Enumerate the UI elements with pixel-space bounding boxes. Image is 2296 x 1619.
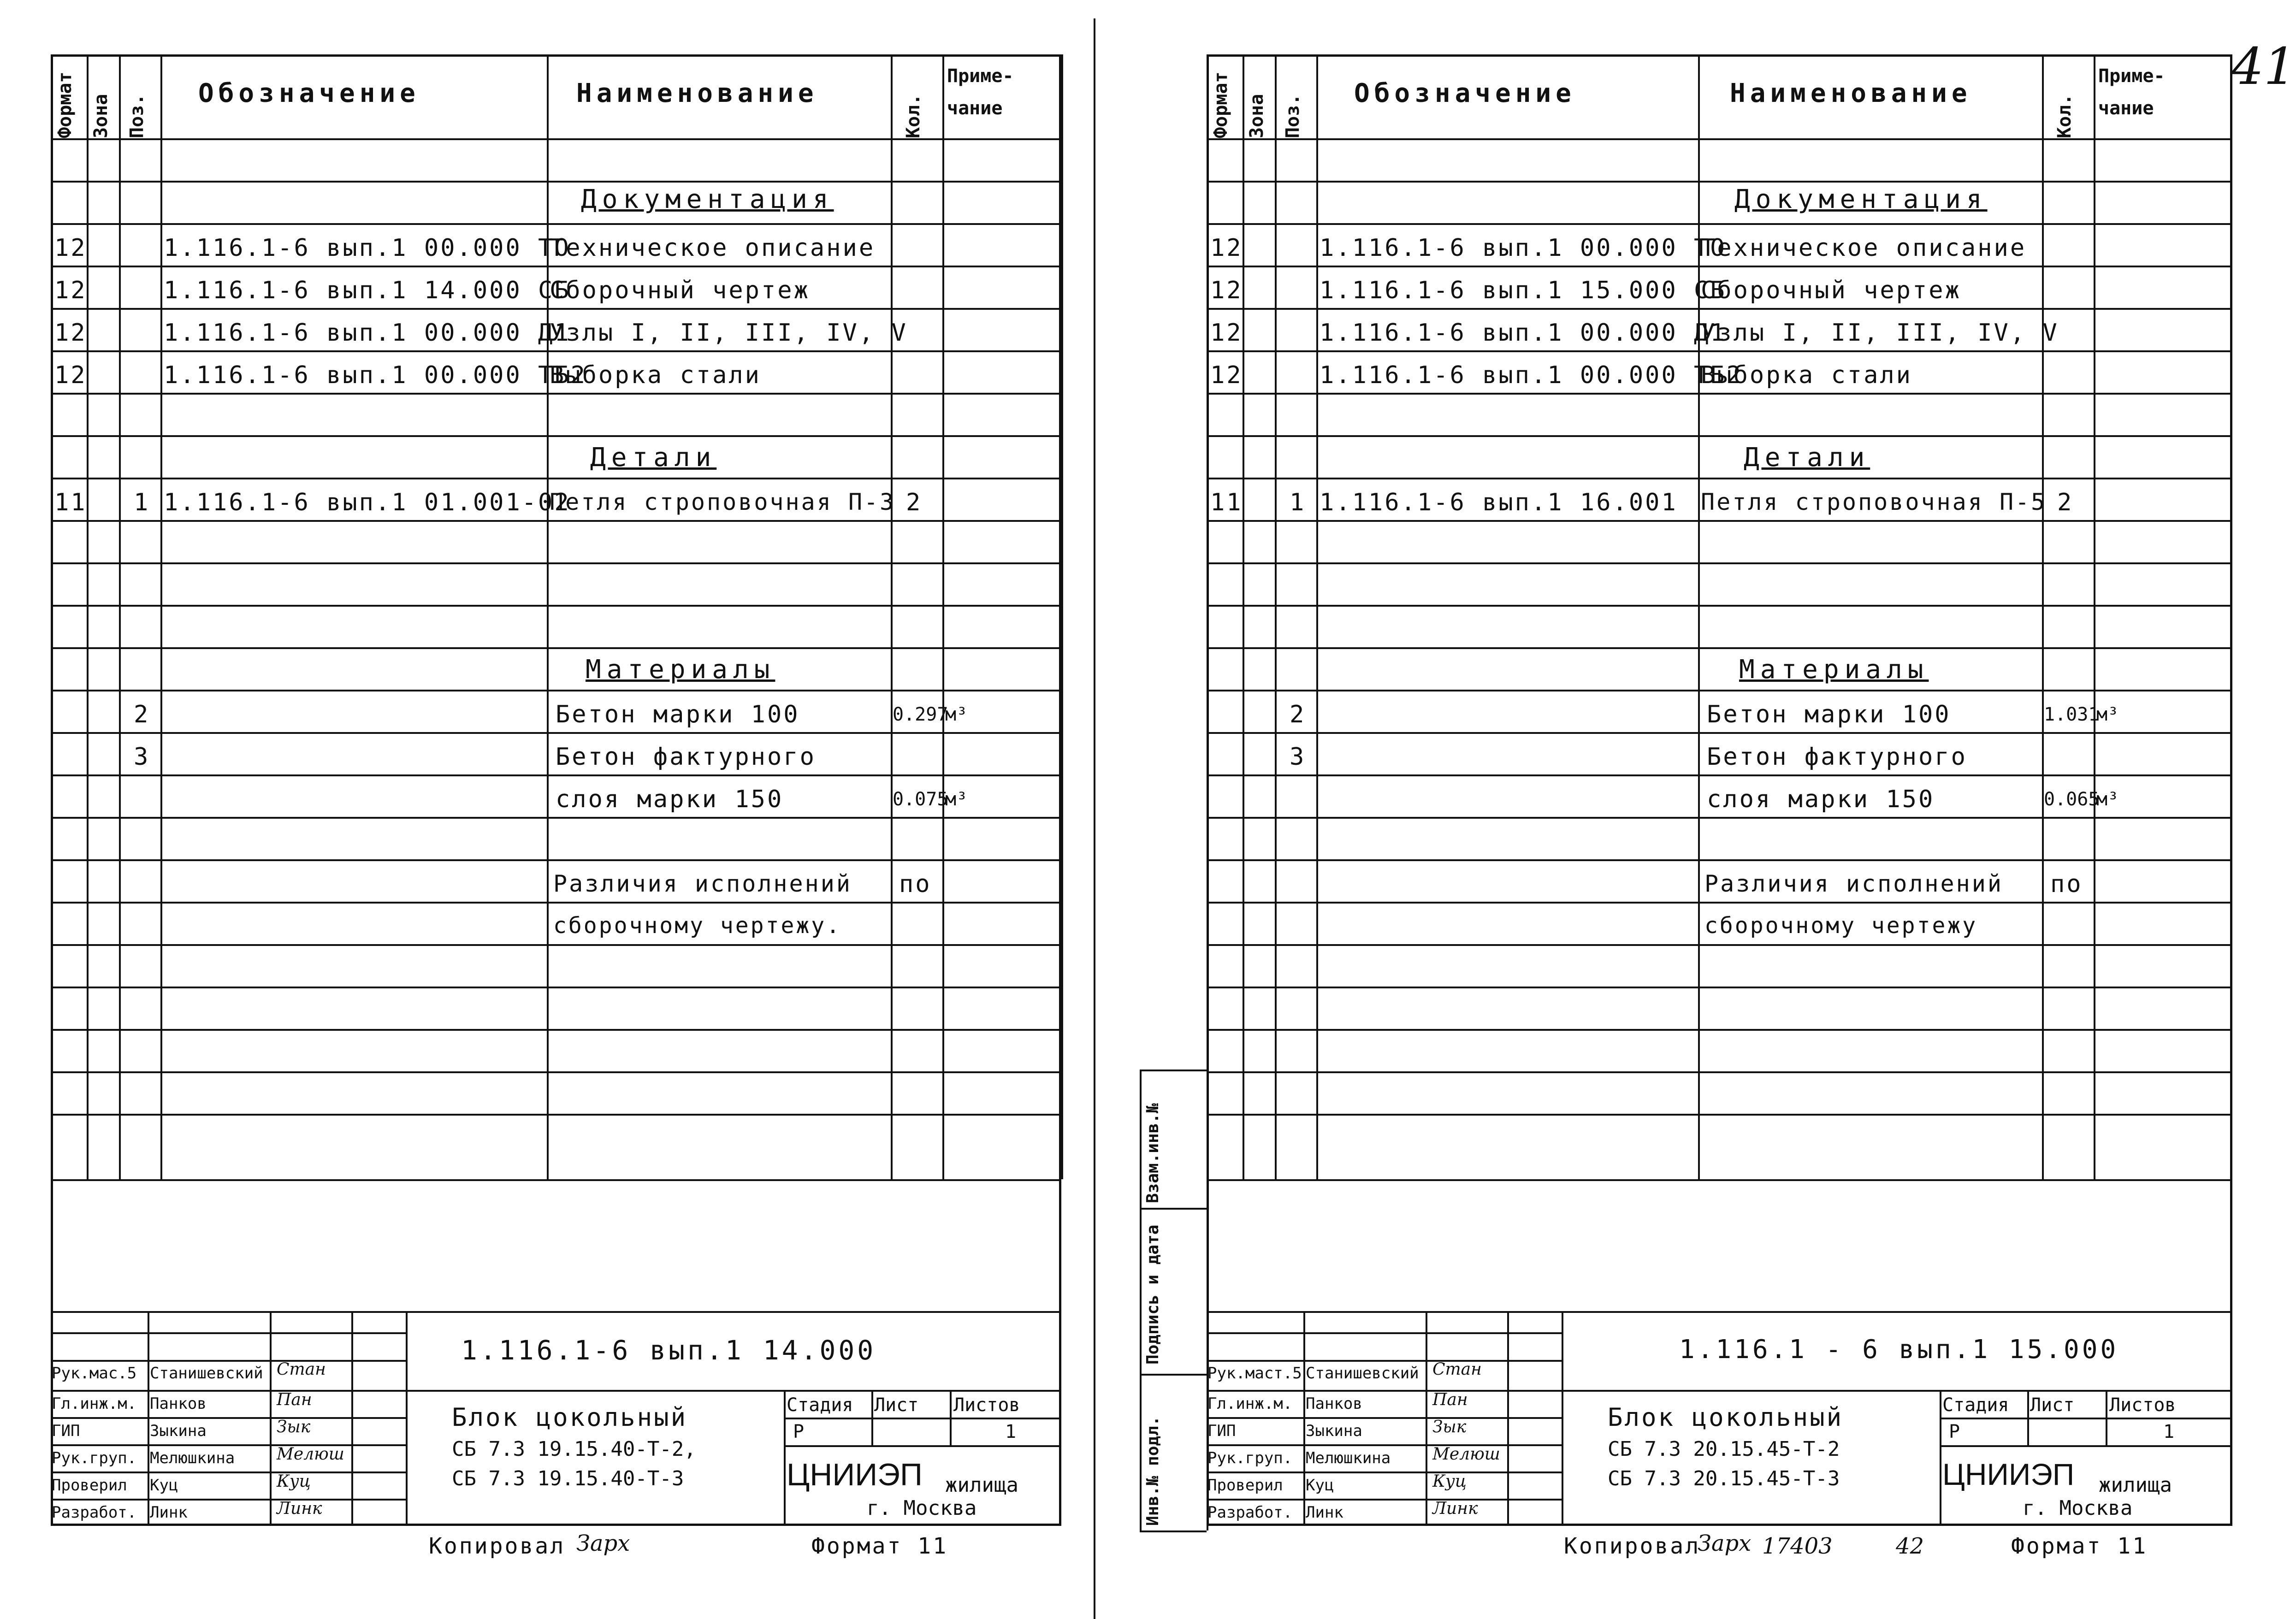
doc-designation: 1.116.1-6 вып.1 00.000 ТО <box>1320 234 1727 262</box>
stage-value: Р <box>793 1421 805 1442</box>
org-suffix: жилища <box>945 1473 1018 1497</box>
section-documentation: Документация <box>1734 184 1988 214</box>
signer-signature: Зык <box>277 1418 311 1436</box>
signer-name: Станишевский <box>150 1364 263 1383</box>
product-mark-2: СБ 7.3 19.15.40-Т-3 <box>452 1467 684 1490</box>
doc-format: 12 <box>1210 234 1243 262</box>
product-mark-2: СБ 7.3 20.15.45-Т-3 <box>1608 1467 1840 1490</box>
material-name: слоя марки 150 <box>556 786 784 813</box>
detail-pos: 1 <box>1290 489 1306 516</box>
signer-name: Линк <box>150 1503 188 1522</box>
section-documentation: Документация <box>581 184 834 214</box>
signer-name: Линк <box>1306 1503 1343 1522</box>
doc-designation: 1.116.1-6 вып.1 14.000 СБ <box>164 277 571 304</box>
header-note-2: чание <box>2098 98 2154 119</box>
signer-signature: Мелюш <box>277 1445 344 1464</box>
detail-pos: 1 <box>134 489 150 516</box>
section-details: Детали <box>1744 443 1870 473</box>
detail-format: 11 <box>54 489 87 516</box>
material-pos: 3 <box>134 743 150 771</box>
doc-name: Техническое описание <box>1701 234 2027 262</box>
doc-name: Сборочный чертеж <box>550 277 810 304</box>
doc-name: Сборочный чертеж <box>1701 277 1961 304</box>
header-qty: Кол. <box>2054 94 2075 138</box>
header-note-1: Приме- <box>947 65 1014 87</box>
sheet-label: Лист <box>874 1394 919 1416</box>
header-zone: Зона <box>1246 94 1267 138</box>
org-name: ЦНИИЭП <box>787 1457 923 1492</box>
signer-role: Рук.груп. <box>1207 1449 1293 1467</box>
page-number: 41 <box>2231 37 2296 96</box>
doc-format: 12 <box>1210 319 1243 347</box>
signer-role: Разработ. <box>1207 1503 1293 1522</box>
material-name: Бетон марки 100 <box>1707 701 1951 728</box>
differences-text-2: сборочному чертежу. <box>553 913 842 939</box>
product-name: Блок цокольный <box>452 1403 688 1432</box>
signer-role: Рук.мас.5 <box>52 1364 137 1383</box>
section-materials: Материалы <box>1739 655 1929 685</box>
section-materials: Материалы <box>586 655 775 685</box>
signer-role: Рук.груп. <box>52 1449 137 1467</box>
signer-role: ГИП <box>1207 1422 1236 1440</box>
doc-format: 12 <box>54 319 87 347</box>
doc-format: 12 <box>54 234 87 262</box>
material-unit: м³ <box>2096 789 2119 810</box>
material-unit: м³ <box>2096 704 2119 725</box>
doc-designation: 1.116.1-6 вып.1 00.000 ТО <box>164 234 571 262</box>
material-name: слоя марки 150 <box>1707 786 1935 813</box>
side-label-signature: Подпись и дата <box>1143 1224 1162 1365</box>
org-suffix: жилища <box>2099 1473 2172 1497</box>
material-unit: м³ <box>945 789 968 810</box>
material-unit: м³ <box>945 704 968 725</box>
section-details: Детали <box>590 443 717 473</box>
header-note-2: чание <box>947 98 1003 119</box>
doc-name: Техническое описание <box>550 234 876 262</box>
signer-signature: Стан <box>277 1360 326 1379</box>
org-city: г. Москва <box>2023 1496 2133 1520</box>
side-label-replace: Взам.инв.№ <box>1143 1103 1162 1203</box>
differences-qty: по <box>899 870 932 898</box>
signer-signature: Пан <box>277 1390 312 1409</box>
signer-name: Панков <box>1306 1394 1362 1413</box>
product-mark-1: СБ 7.3 19.15.40-Т-2, <box>452 1437 696 1461</box>
material-pos: 2 <box>1290 701 1306 728</box>
detail-qty: 2 <box>2057 489 2074 516</box>
signer-role: Проверил <box>52 1476 127 1495</box>
differences-text: Различия исполнений <box>1704 870 2003 897</box>
side-label-inv: Инв.№ подл. <box>1143 1416 1162 1526</box>
doc-format: 12 <box>54 277 87 304</box>
left-sheet <box>0 0 1094 1619</box>
title-code: 1.116.1-6 вып.1 14.000 <box>461 1335 876 1366</box>
signer-name: Панков <box>150 1394 207 1413</box>
signer-role: Разработ. <box>52 1503 137 1522</box>
signer-signature: Линк <box>277 1499 322 1518</box>
signer-signature: Куц <box>1432 1472 1467 1491</box>
signer-signature: Линк <box>1432 1499 1478 1518</box>
footer-format: Формат 11 <box>2011 1533 2148 1559</box>
sheet-label: Лист <box>2030 1394 2075 1416</box>
header-format: Формат <box>54 71 76 138</box>
signer-name: Мелюшкина <box>1306 1449 1391 1467</box>
detail-designation: 1.116.1-6 вып.1 16.001 <box>1320 489 1678 516</box>
signer-name: Зыкина <box>1306 1422 1362 1440</box>
signer-name: Зыкина <box>150 1422 207 1440</box>
header-designation: Обозначение <box>198 78 420 108</box>
header-designation: Обозначение <box>1354 78 1576 108</box>
signer-role: Проверил <box>1207 1476 1283 1495</box>
signer-name: Куц <box>150 1476 178 1495</box>
material-pos: 2 <box>134 701 150 728</box>
signer-name: Куц <box>1306 1476 1334 1495</box>
product-name: Блок цокольный <box>1608 1403 1844 1432</box>
doc-name: Узлы I, II, III, IV, V <box>1701 319 2059 347</box>
header-name: Наименование <box>1730 78 1972 108</box>
signer-signature: Куц <box>277 1472 311 1491</box>
header-format: Формат <box>1210 71 1231 138</box>
differences-qty: по <box>2050 870 2083 898</box>
org-name: ЦНИИЭП <box>1942 1457 2075 1491</box>
signer-signature: Зык <box>1432 1418 1467 1436</box>
detail-name: Петля строповочная П-3 <box>550 489 896 515</box>
signer-signature: Мелюш <box>1432 1445 1500 1464</box>
differences-text: Различия исполнений <box>553 870 852 897</box>
stage-label: Стадия <box>787 1394 853 1416</box>
material-qty: 0.075 <box>893 789 948 810</box>
footer-archive-number: 17403 <box>1762 1533 1833 1559</box>
material-qty: 0.297 <box>893 704 948 725</box>
signer-signature: Пан <box>1432 1390 1468 1409</box>
footer-copied-signature: Зарх <box>576 1530 630 1556</box>
detail-format: 11 <box>1210 489 1243 516</box>
detail-designation: 1.116.1-6 вып.1 01.001-02 <box>164 489 571 516</box>
header-pos: Поз. <box>1282 94 1303 138</box>
doc-name: Узлы I, II, III, IV, V <box>550 319 908 347</box>
right-sheet <box>1094 0 2289 1619</box>
doc-format: 12 <box>1210 277 1243 304</box>
footer-copied: Копировал <box>429 1533 566 1559</box>
material-pos: 3 <box>1290 743 1306 771</box>
footer-copied-signature: Зарх <box>1698 1530 1752 1556</box>
doc-format: 12 <box>54 361 87 389</box>
signer-role: Рук.маст.5 <box>1207 1364 1302 1383</box>
sheets-value: 1 <box>1005 1421 1017 1442</box>
differences-text-2: сборочному чертежу <box>1704 913 1978 939</box>
doc-designation: 1.116.1-6 вып.1 00.000 Д1 <box>164 319 571 347</box>
header-name: Наименование <box>576 78 818 108</box>
signer-signature: Стан <box>1432 1360 1482 1379</box>
material-qty: 1.031 <box>2044 704 2100 725</box>
footer-copied: Копировал <box>1564 1533 1701 1559</box>
sheets-value: 1 <box>2163 1421 2175 1442</box>
header-pos: Поз. <box>126 94 148 138</box>
org-city: г. Москва <box>867 1496 977 1520</box>
material-qty: 0.065 <box>2044 789 2100 810</box>
doc-designation: 1.116.1-6 вып.1 15.000 СБ <box>1320 277 1727 304</box>
header-qty: Кол. <box>903 94 924 138</box>
sheets-label: Листов <box>953 1394 1020 1416</box>
material-name: Бетон фактурного <box>556 743 816 771</box>
detail-name: Петля строповочная П-5 <box>1701 489 2047 515</box>
detail-qty: 2 <box>906 489 923 516</box>
material-name: Бетон марки 100 <box>556 701 800 728</box>
doc-format: 12 <box>1210 361 1243 389</box>
signer-role: Гл.инж.м. <box>52 1394 137 1413</box>
header-zone: Зона <box>90 94 112 138</box>
signer-role: Гл.инж.м. <box>1207 1394 1293 1413</box>
signer-name: Станишевский <box>1306 1364 1419 1383</box>
title-code: 1.116.1 - 6 вып.1 15.000 <box>1679 1335 2119 1365</box>
doc-name: Выборка стали <box>1701 361 1912 389</box>
product-mark-1: СБ 7.3 20.15.45-Т-2 <box>1608 1437 1840 1461</box>
material-name: Бетон фактурного <box>1707 743 1967 771</box>
doc-name: Выборка стали <box>550 361 761 389</box>
footer-format: Формат 11 <box>811 1533 948 1559</box>
stage-value: Р <box>1949 1421 1960 1442</box>
doc-designation: 1.116.1-6 вып.1 00.000 Д1 <box>1320 319 1727 347</box>
doc-designation: 1.116.1-6 вып.1 00.000 ТБ2 <box>164 361 587 389</box>
stage-label: Стадия <box>1942 1394 2009 1416</box>
footer-archive-number-2: 42 <box>1896 1533 1924 1559</box>
header-note-1: Приме- <box>2098 65 2165 87</box>
signer-role: ГИП <box>52 1422 80 1440</box>
doc-designation: 1.116.1-6 вып.1 00.000 ТБ2 <box>1320 361 1743 389</box>
sheets-label: Листов <box>2109 1394 2176 1416</box>
signer-name: Мелюшкина <box>150 1449 235 1467</box>
